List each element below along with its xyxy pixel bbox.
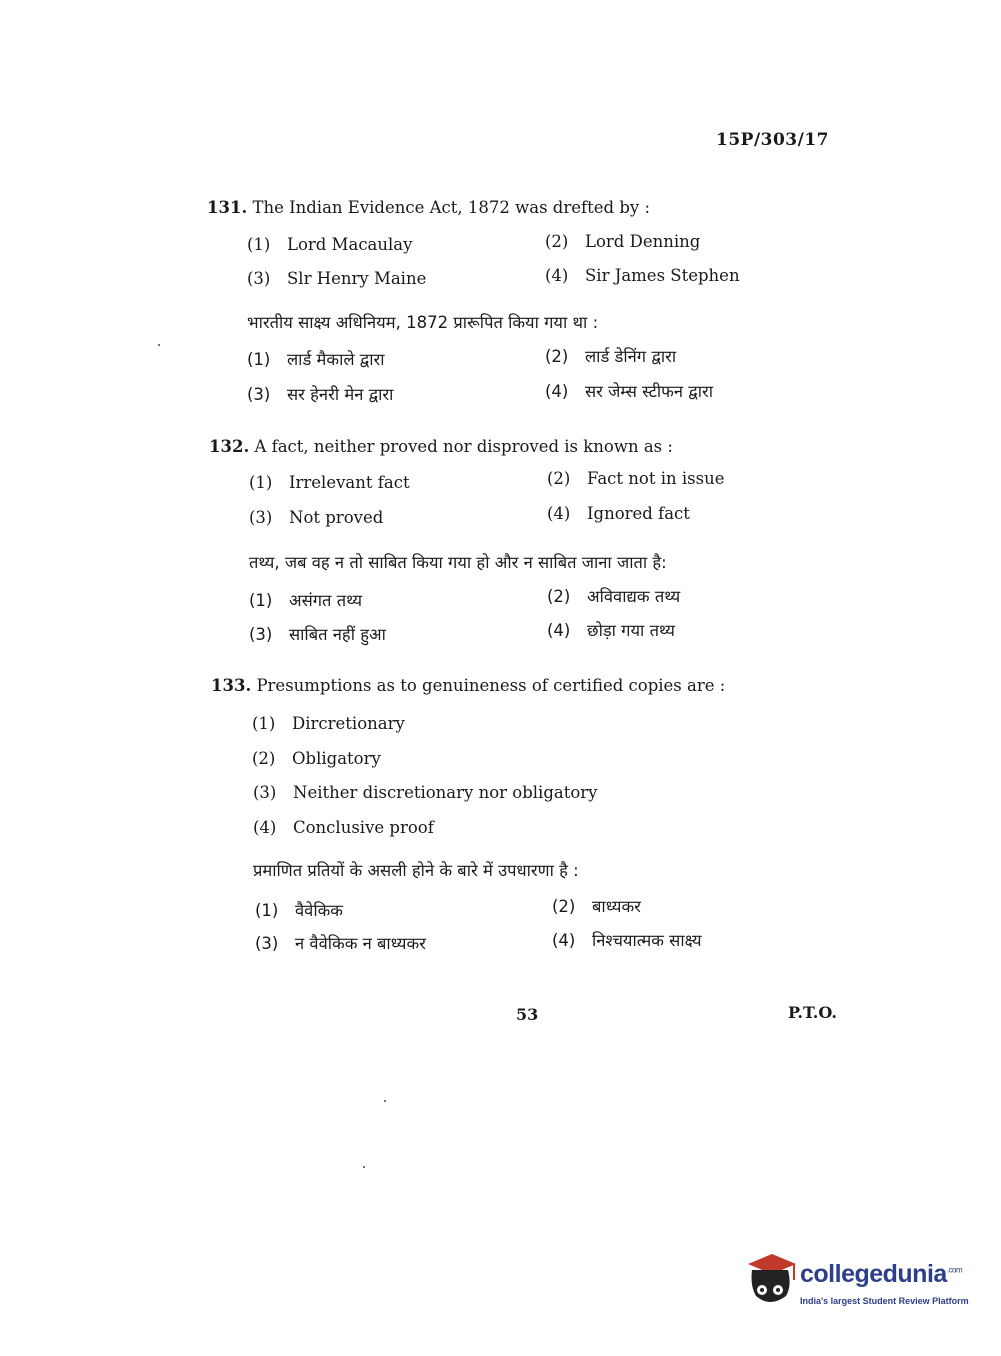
option — [547, 618, 675, 641]
question-text — [211, 676, 725, 695]
option-number: (4) — [552, 931, 576, 950]
option-text: अविवाद्यक तथ्य — [587, 587, 681, 606]
option — [252, 749, 381, 768]
question-text — [209, 437, 673, 456]
option — [545, 266, 740, 285]
collegedunia-logo — [742, 1250, 972, 1320]
option-number: (3) — [247, 385, 271, 404]
option — [545, 379, 713, 402]
option-number: (1) — [252, 714, 276, 733]
option — [545, 232, 700, 251]
option — [547, 504, 690, 523]
option-text: न वैवेकिक न बाध्यकर — [295, 934, 426, 953]
option-text: बाध्यकर — [592, 897, 641, 916]
option-number: (2) — [545, 232, 569, 251]
option — [552, 928, 702, 951]
option-number: (3) — [247, 269, 271, 288]
option — [247, 235, 412, 254]
option-number: (4) — [547, 621, 571, 640]
option-number: (4) — [547, 504, 571, 523]
option — [252, 714, 405, 733]
question-text-en: Presumptions as to genuineness of certified copies are : — [256, 676, 726, 695]
question-text-en: The Indian Evidence Act, 1872 was drefted by : — [252, 198, 651, 217]
logo-wordmark — [800, 1260, 962, 1289]
option-text: निश्चयात्मक साक्ष्य — [592, 931, 702, 950]
option-text: वैवेकिक — [295, 901, 343, 920]
logo-name: collegedunia — [800, 1260, 947, 1288]
page-number: 53 — [516, 1005, 539, 1024]
option — [247, 347, 385, 370]
option — [249, 622, 386, 645]
option-text: छोड़ा गया तथ्य — [587, 621, 675, 640]
option — [547, 469, 724, 488]
option-text: Lord Denning — [585, 232, 701, 251]
option-text: असंगत तथ्य — [289, 591, 363, 610]
option — [552, 894, 641, 917]
option — [545, 344, 676, 367]
question-text — [207, 198, 650, 217]
option-number: (1) — [249, 473, 273, 492]
option-number: (4) — [545, 382, 569, 401]
option-number: (3) — [253, 783, 277, 802]
option-text: लार्ड मैकाले द्वारा — [287, 350, 385, 369]
option — [253, 818, 434, 837]
option-number: (1) — [247, 235, 271, 254]
option-number: (4) — [253, 818, 277, 837]
question-text-en: A fact, neither proved nor disproved is known as : — [254, 437, 673, 456]
option — [247, 382, 393, 405]
question-number: 132. — [209, 437, 250, 456]
logo-suffix: .com — [946, 1265, 963, 1275]
scan-speck — [158, 344, 160, 346]
option — [255, 898, 343, 921]
option-text: सर हेनरी मेन द्वारा — [287, 385, 394, 404]
question-text-hi: तथ्य, जब वह न तो साबित किया गया हो और न साबित जाना जाता है: — [249, 553, 667, 572]
option-number: (2) — [552, 897, 576, 916]
option-text: Obligatory — [292, 749, 381, 768]
option — [547, 584, 680, 607]
option-number: (1) — [255, 901, 279, 920]
option-text: सर जेम्स स्टीफन द्वारा — [585, 382, 714, 401]
option-number: (1) — [247, 350, 271, 369]
option — [253, 783, 598, 802]
option-number: (2) — [547, 469, 571, 488]
scan-speck — [384, 1100, 386, 1102]
logo-tagline: India's largest Student Review Platform — [800, 1296, 969, 1306]
option-text: Sir James Stephen — [585, 266, 740, 285]
option-number: (2) — [545, 347, 569, 366]
option-text: साबित नहीं हुआ — [289, 625, 386, 644]
option-number: (3) — [249, 625, 273, 644]
option-text: Slr Henry Maine — [287, 269, 427, 288]
option — [247, 269, 426, 288]
question-text-hi: भारतीय साक्ष्य अधिनियम, 1872 प्रारूपित किया गया था : — [247, 313, 599, 332]
option-number: (1) — [249, 591, 273, 610]
scan-speck — [363, 1166, 365, 1168]
option-number: (2) — [547, 587, 571, 606]
option-number: (3) — [249, 508, 273, 527]
option-text: Ignored fact — [587, 504, 690, 523]
option-text: Irrelevant fact — [289, 473, 410, 492]
option-text: Lord Macaulay — [287, 235, 413, 254]
pto-label: P.T.O. — [788, 1003, 837, 1022]
option — [249, 473, 410, 492]
question-number: 133. — [211, 676, 252, 695]
option-text: लार्ड डेनिंग द्वारा — [585, 347, 677, 366]
option-text: Dircretionary — [292, 714, 405, 733]
option — [249, 588, 362, 611]
option-text: Conclusive proof — [293, 818, 434, 837]
option-text: Not proved — [289, 508, 384, 527]
student-mascot-icon — [742, 1250, 798, 1320]
question-text-hi: प्रमाणित प्रतियों के असली होने के बारे में उपधारणा है : — [253, 861, 579, 880]
option-number: (3) — [255, 934, 279, 953]
question-number: 131. — [207, 198, 248, 217]
option-number: (2) — [252, 749, 276, 768]
option-text: Fact not in issue — [587, 469, 725, 488]
option — [255, 931, 426, 954]
option — [249, 508, 383, 527]
option-number: (4) — [545, 266, 569, 285]
paper-code: 15P/303/17 — [716, 130, 830, 150]
option-text: Neither discretionary nor obligatory — [293, 783, 598, 802]
